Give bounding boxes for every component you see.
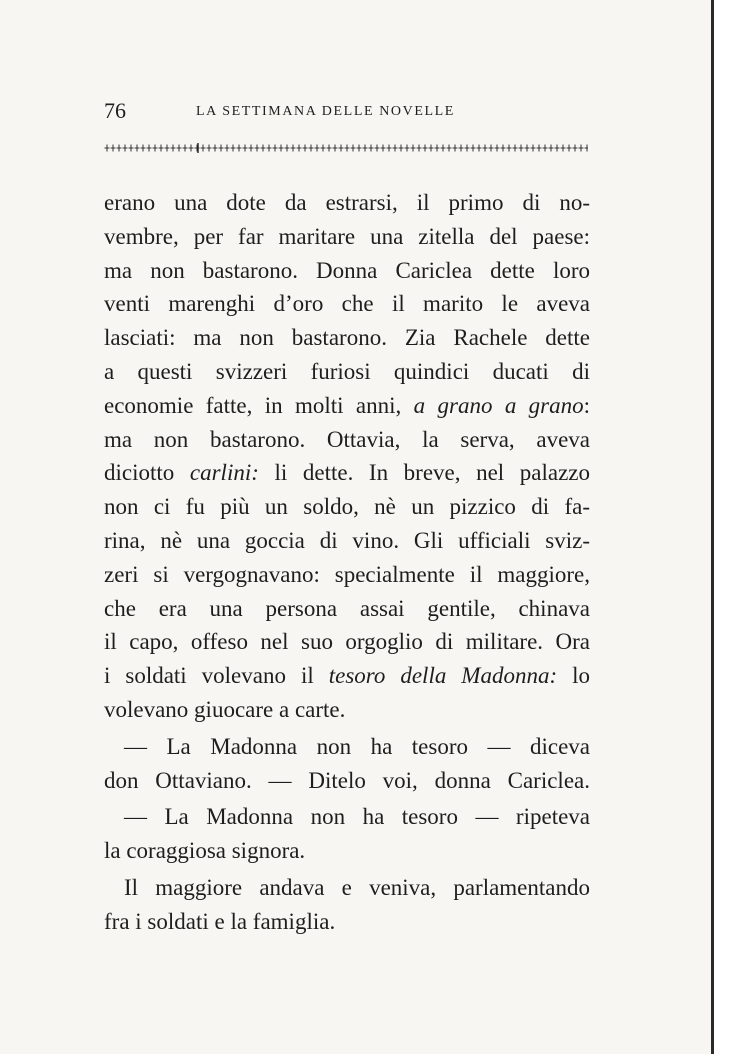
text-line: la coraggiosa signora. xyxy=(104,838,306,864)
text-segment: economie fatte, in molti anni, xyxy=(104,392,402,418)
page-margin xyxy=(714,0,740,1054)
text-line: lasciati: ma non bastarono. Zia Rachele dette xyxy=(104,325,590,351)
italic-phrase: a grano a grano xyxy=(413,392,584,418)
text-line: Il maggiore andava e veniva, parlamentando xyxy=(124,874,590,900)
text-segment: diciotto xyxy=(104,460,175,486)
page-number: 76 xyxy=(104,98,126,123)
italic-phrase: tesoro della Madonna: xyxy=(328,663,558,689)
text-line: a questi svizzeri furiosi quindici ducati di xyxy=(104,358,590,384)
text-line: zeri si vergognavano: specialmente il maggiore, xyxy=(104,561,590,587)
text-line xyxy=(104,456,590,490)
text-line: don Ottaviano. — Ditelo voi, donna Cariclea. xyxy=(104,767,590,793)
ornamental-rule xyxy=(104,142,588,154)
text-line: ma non bastarono. Ottavia, la serva, aveva xyxy=(104,426,590,452)
book-binding-edge xyxy=(711,0,714,1054)
text-segment: : xyxy=(583,392,591,418)
text-segment: li dette. In breve, nel palazzo xyxy=(274,460,591,486)
italic-phrase: carlini: xyxy=(189,460,259,486)
text-line xyxy=(104,389,590,423)
text-line: che era una persona assai gentile, chinava xyxy=(104,595,590,621)
page-header xyxy=(104,98,590,128)
text-line: fra i soldati e la famiglia. xyxy=(104,908,336,934)
text-segment: lo xyxy=(572,663,590,689)
text-segment: i soldati volevano il xyxy=(104,663,314,689)
text-line: volevano giuocare a carte. xyxy=(104,696,346,722)
text-line: il capo, offeso nel suo orgoglio di militare. Ora xyxy=(104,629,590,655)
text-line: vembre, per far maritare una zitella del paese: xyxy=(104,223,590,249)
body-text xyxy=(104,186,590,939)
text-line: non ci fu più un soldo, nè un pizzico di fa- xyxy=(104,494,590,520)
running-title: LA SETTIMANA DELLE NOVELLE xyxy=(196,104,455,119)
text-line: — La Madonna non ha tesoro — diceva xyxy=(124,733,590,759)
text-line: ma non bastarono. Donna Cariclea dette loro xyxy=(104,257,590,283)
text-line xyxy=(104,659,590,693)
text-line: — La Madonna non ha tesoro — ripeteva xyxy=(124,804,590,830)
text-line: rina, nè una goccia di vino. Gli ufficiali sviz- xyxy=(104,527,590,553)
text-line: venti marenghi d’oro che il marito le aveva xyxy=(104,291,590,317)
text-line: erano una dote da estrarsi, il primo di no- xyxy=(104,190,590,215)
